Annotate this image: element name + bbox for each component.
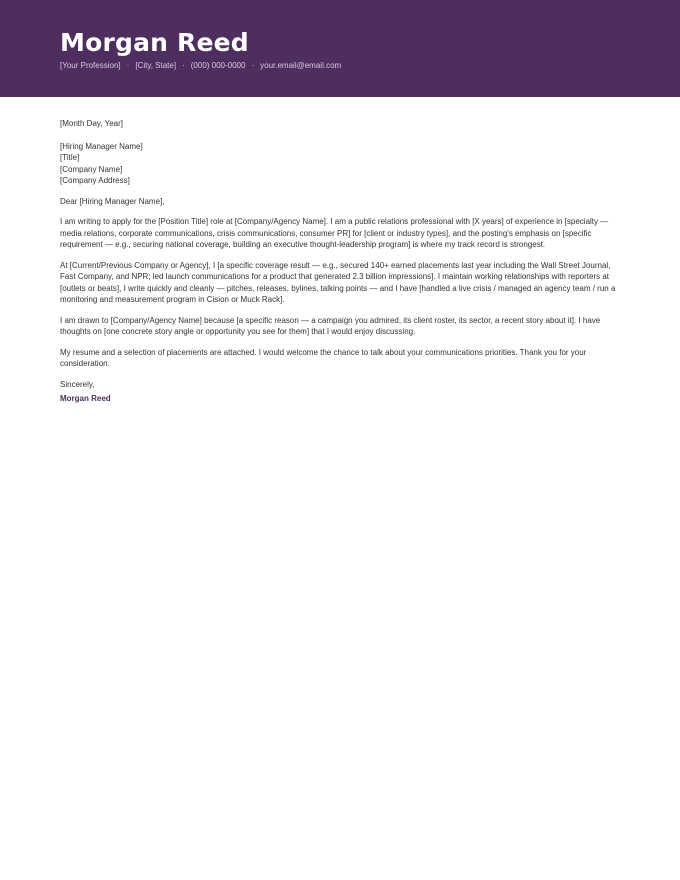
recipient-company: [Company Name] <box>60 164 123 174</box>
letter-date: [Month Day, Year] <box>60 119 123 128</box>
contact-separator: · <box>126 61 130 70</box>
contact-profession: [Your Profession] <box>60 61 121 70</box>
contact-email: your.email@email.com <box>260 61 342 70</box>
contact-separator: · <box>182 61 185 70</box>
recipient-name: [Hiring Manager Name] <box>60 141 143 151</box>
letter-body <box>0 97 680 405</box>
recipient-title: [Title] <box>60 153 80 162</box>
recipient-address: [Company Address] <box>60 176 130 185</box>
salutation: Dear [Hiring Manager Name], <box>60 196 165 206</box>
paragraph-intro: I am writing to apply for the [Position Title] role at [Company/Agency Name]. I am a public relations professional with [X years] of experience in [specialty — media relations, corporate communications, crisis communications, consumer PR] for [client or industry types], and the posting's emphasis on [specific requirement — e.g., securing national coverage, building an executive thought-leadership program] is where my track record is strongest. <box>60 217 609 249</box>
paragraph-closing: My resume and a selection of placements are attached. I would welcome the chance to talk about your communications priorities. Thank you for your consideration. <box>60 347 587 368</box>
signature-name: Morgan Reed <box>60 394 111 403</box>
closing-line: Sincerely, <box>60 379 95 389</box>
contact-location: [City, State] <box>135 61 177 70</box>
contact-line <box>60 61 620 71</box>
paragraph-motivation: I am drawn to [Company/Agency Name] because [a specific reason — a campaign you admired, its client roster, its sector, a recent story about it]. I have thoughts on [one concrete story angle or opportunity you see for them] that I would enjoy discussing. <box>60 315 601 336</box>
applicant-name: Morgan Reed <box>60 28 249 57</box>
contact-phone: (000) 000-0000 <box>190 61 246 70</box>
letter-header <box>0 0 680 97</box>
recipient-block <box>60 141 620 187</box>
contact-separator: · <box>251 61 255 70</box>
paragraph-experience: At [Current/Previous Company or Agency], I [a specific coverage result — e.g., secured 140+ earned placements last year including the Wall Street Journal, Fast Company, and NPR; led launch communications for a product that generated 2.3 billion impressions]. I maintain working relationships with reporters at [outlets or beats], I write quickly and cleanly — pitches, releases, bylines, talking points — and I have [handled a live crisis / managed an agency team / run a monitoring and measurement program in Cision or Muck Rack]. <box>60 260 616 304</box>
